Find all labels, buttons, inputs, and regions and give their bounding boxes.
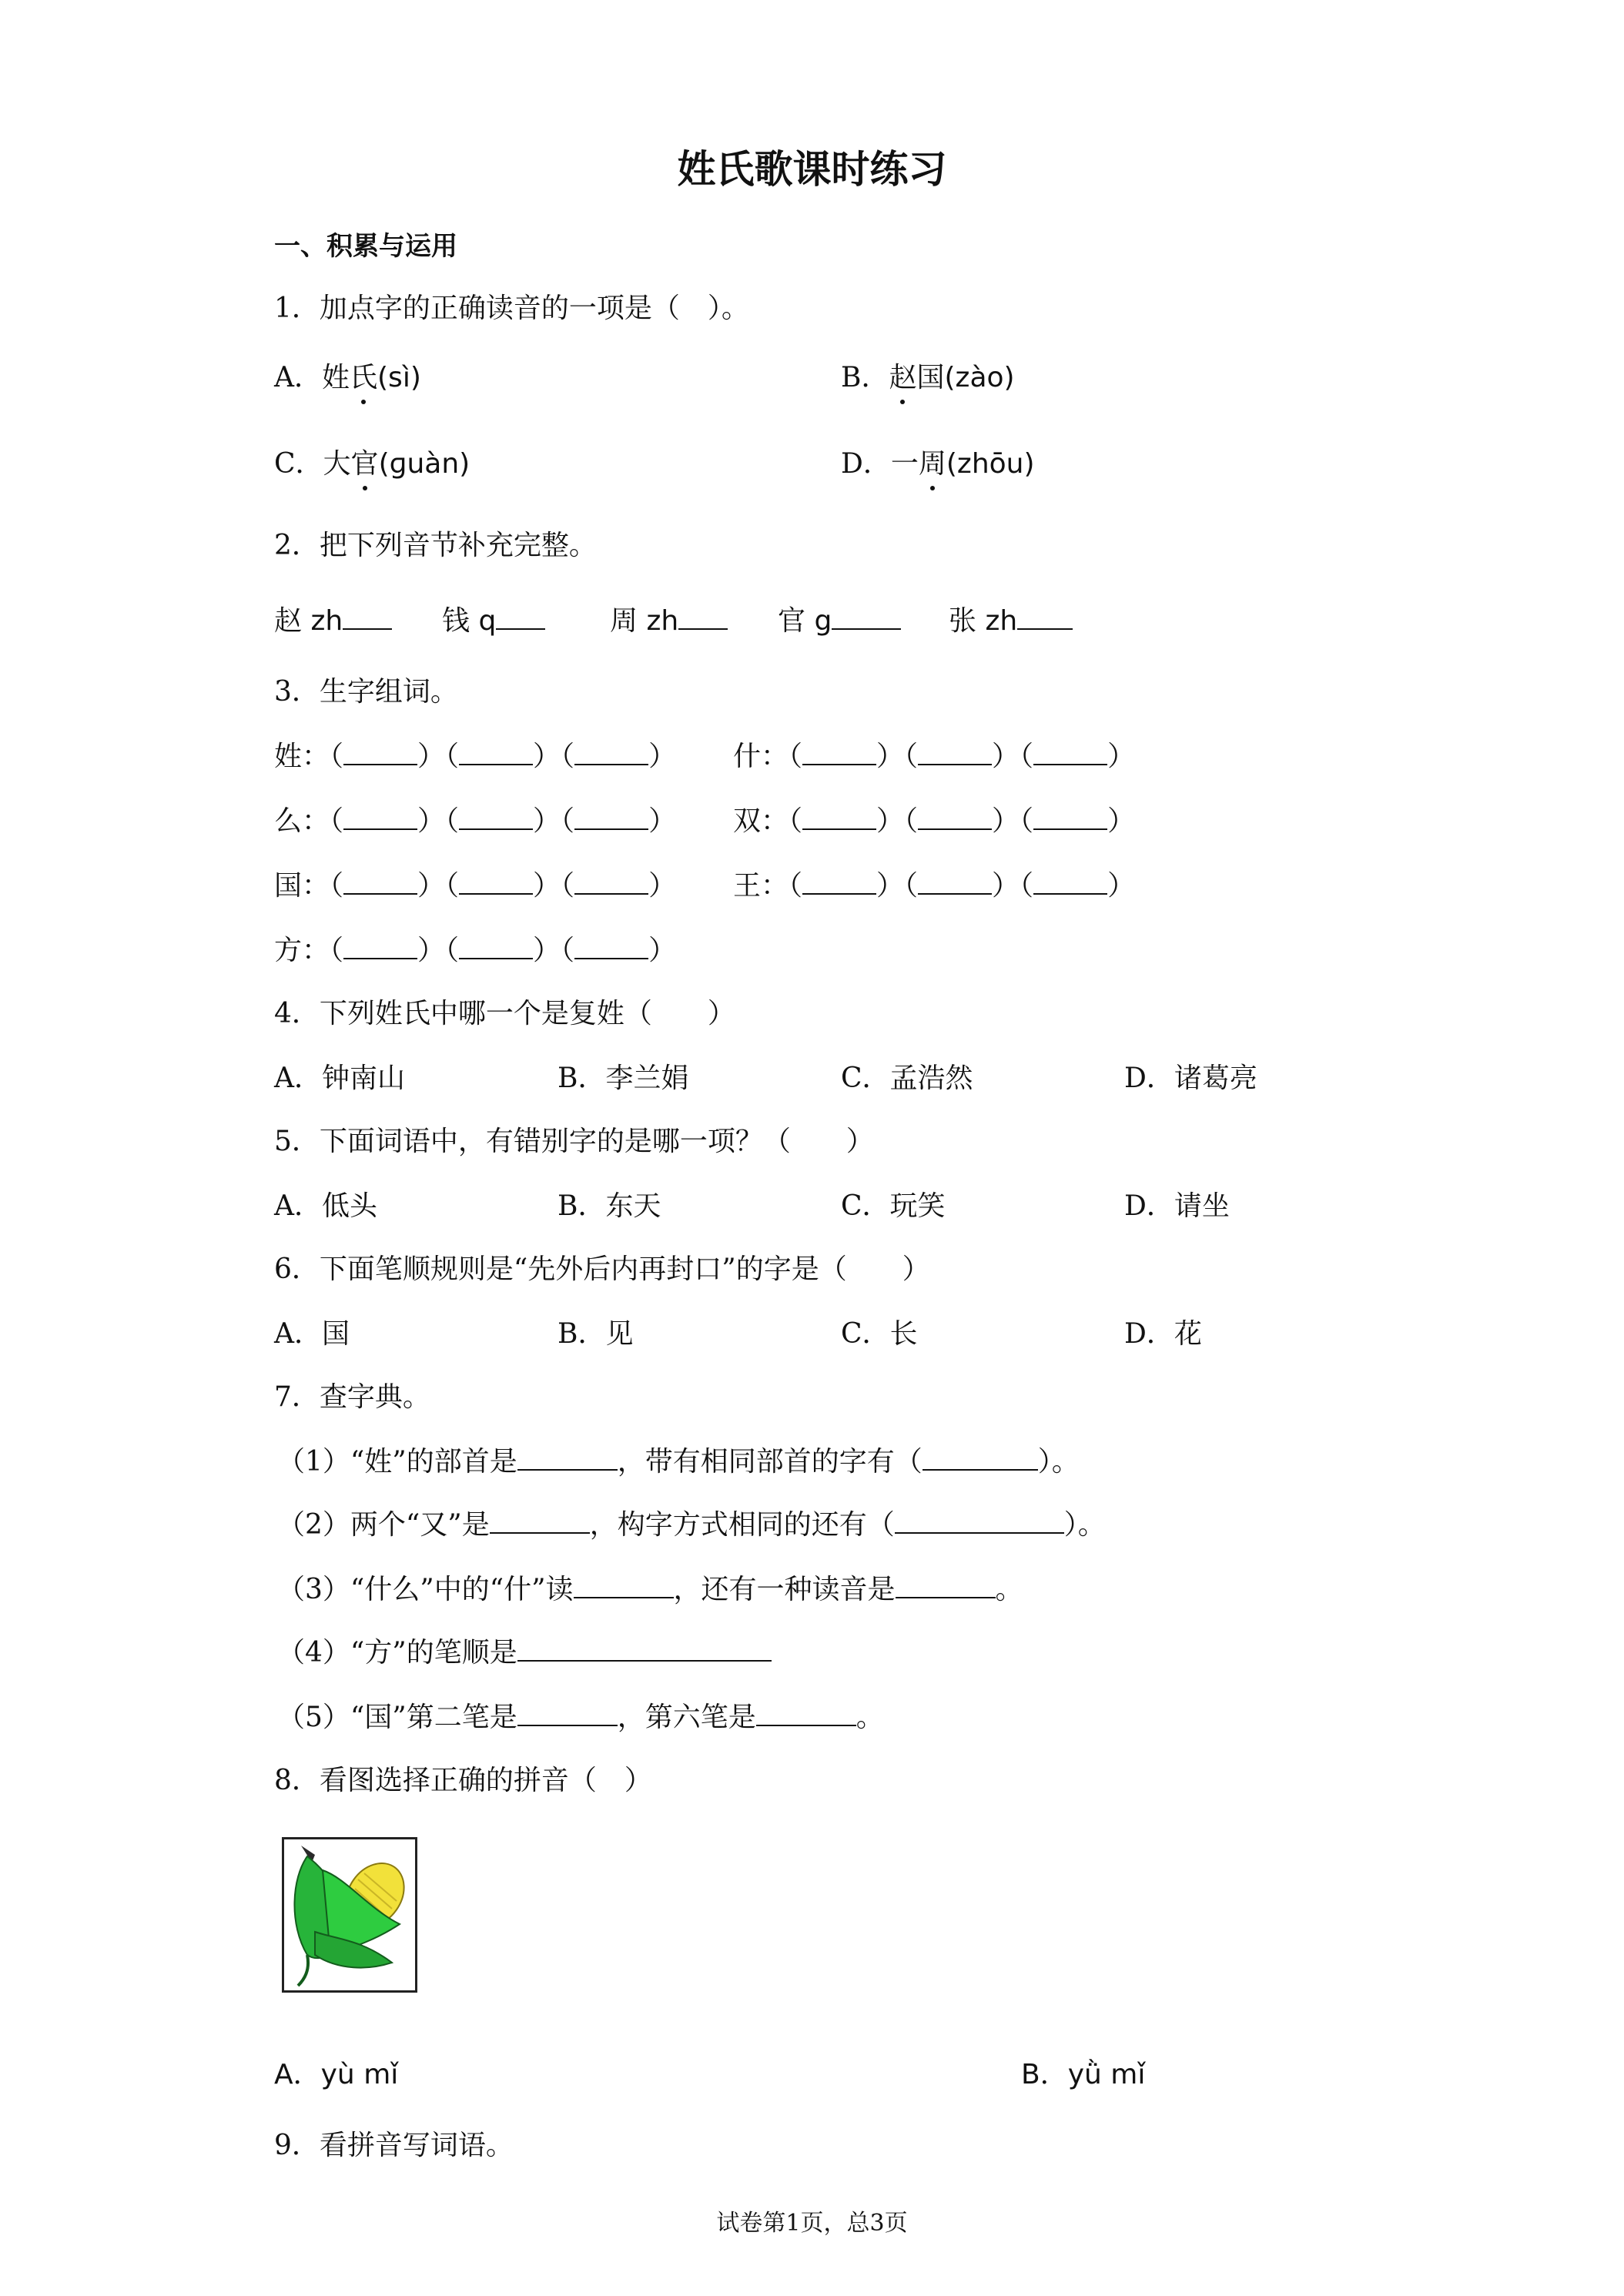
q5-option-c[interactable]: C．玩笑: [841, 1190, 946, 1222]
answer-blank[interactable]: [1017, 605, 1073, 630]
q1-option-c[interactable]: [274, 442, 470, 481]
answer-blank[interactable]: [574, 1574, 674, 1598]
syllable-item[interactable]: 周 zh: [610, 599, 728, 638]
q6-option-c[interactable]: C．长: [841, 1318, 918, 1350]
answer-blank[interactable]: [574, 870, 648, 895]
syllable-item[interactable]: 钱 q: [442, 599, 545, 638]
option-char: 国: [916, 362, 945, 393]
corn-image: [282, 1837, 417, 1993]
q4-option-b[interactable]: B．李兰娟: [558, 1063, 689, 1094]
q7-sub-5: （5）“国”第二笔是 ，第六笔是 。: [277, 1702, 884, 1733]
q7-sub-3: （3）“什么”中的“什”读 ，还有一种读音是 。: [277, 1574, 1023, 1605]
answer-blank[interactable]: [574, 805, 648, 830]
q7-sub-4: （4）“方”的笔顺是: [277, 1631, 772, 1670]
option-prefix: A．姓: [274, 362, 350, 393]
answer-blank[interactable]: [517, 1446, 618, 1471]
q5-option-a[interactable]: A．低头: [274, 1190, 377, 1222]
q5-option-b[interactable]: B．东天: [558, 1190, 661, 1222]
page-title: 姓氏歌课时练习: [677, 147, 947, 192]
pinyin: (ɡuàn): [378, 448, 470, 480]
answer-blank[interactable]: [832, 605, 901, 630]
q6-option-a[interactable]: A．国: [274, 1318, 350, 1350]
option-prefix: B．: [841, 362, 889, 393]
q7-sub-2: （2）两个“又”是 ，构字方式相同的还有（ ）。: [277, 1509, 1106, 1541]
question-6-stem: 6．下面笔顺规则是“先外后内再封口”的字是（ ）: [274, 1253, 930, 1285]
option-prefix: C．大: [274, 448, 351, 480]
q7-sub-1: （1）“姓”的部首是 ，带有相同部首的字有（ ）。: [277, 1446, 1080, 1478]
answer-blank[interactable]: [459, 741, 533, 765]
dotted-char: 氏: [350, 356, 377, 395]
answer-blank[interactable]: [459, 935, 533, 959]
answer-blank[interactable]: [517, 1702, 618, 1726]
q6-option-b[interactable]: B．见: [558, 1318, 634, 1350]
word-group-row[interactable]: 么：（ ）（ ）（ ）: [274, 805, 677, 837]
q4-option-a[interactable]: A．钟南山: [274, 1063, 405, 1094]
page-footer: 试卷第1页，总3页: [716, 2210, 908, 2237]
syllable-item[interactable]: 张 zh: [949, 599, 1073, 638]
answer-blank[interactable]: [496, 605, 545, 630]
answer-blank[interactable]: [343, 935, 417, 959]
syllable-item[interactable]: 赵 zh: [274, 599, 392, 638]
question-5-stem: 5．下面词语中，有错别字的是哪一项？（ ）: [274, 1126, 874, 1157]
answer-blank[interactable]: [343, 805, 417, 830]
section-heading: 一、积累与运用: [274, 231, 457, 262]
option-prefix: D．一: [841, 448, 919, 480]
dotted-char: 周: [919, 442, 946, 481]
q8-option-b[interactable]: B．yǜ mǐ: [1021, 2059, 1146, 2090]
answer-blank[interactable]: [756, 1702, 856, 1726]
answer-blank[interactable]: [802, 870, 876, 895]
word-group-row[interactable]: 方：（ ）（ ）（ ）: [274, 935, 677, 966]
q4-option-c[interactable]: C．孟浩然: [841, 1063, 973, 1094]
answer-blank[interactable]: [459, 870, 533, 895]
question-4-stem: 4．下列姓氏中哪一个是复姓（ ）: [274, 998, 735, 1029]
answer-blank[interactable]: [574, 741, 648, 765]
answer-blank[interactable]: [896, 1574, 996, 1598]
q1-option-a[interactable]: [274, 356, 421, 395]
answer-blank[interactable]: [802, 805, 876, 830]
question-3-stem: 3．生字组词。: [274, 676, 458, 708]
answer-blank[interactable]: [802, 741, 876, 765]
question-9-stem: 9．看拼音写词语。: [274, 2130, 514, 2161]
word-group-row[interactable]: 双：（ ）（ ）（ ）: [733, 805, 1136, 837]
answer-blank[interactable]: [343, 870, 417, 895]
answer-blank[interactable]: [574, 935, 648, 959]
answer-blank[interactable]: [918, 741, 992, 765]
corn-icon: [284, 1839, 415, 1990]
word-group-row[interactable]: 姓：（ ）（ ）（ ）: [274, 741, 677, 772]
answer-blank[interactable]: [459, 805, 533, 830]
answer-blank[interactable]: [678, 605, 728, 630]
word-group-row[interactable]: 国：（ ）（ ）（ ）: [274, 870, 677, 902]
question-7-stem: 7．查字典。: [274, 1381, 430, 1413]
answer-blank[interactable]: [343, 605, 392, 630]
q4-option-d[interactable]: D．诸葛亮: [1124, 1063, 1257, 1094]
question-8-stem: 8．看图选择正确的拼音（ ）: [274, 1765, 652, 1796]
question-2-stem: 2．把下列音节补充完整。: [274, 530, 597, 561]
dotted-char: 赵: [889, 356, 916, 395]
answer-blank[interactable]: [918, 805, 992, 830]
answer-blank[interactable]: [490, 1509, 590, 1534]
question-1-stem: 1．加点字的正确读音的一项是（ ）。: [274, 293, 749, 324]
pinyin: (sì): [377, 362, 421, 393]
answer-blank[interactable]: [517, 1637, 772, 1662]
answer-blank[interactable]: [922, 1446, 1038, 1471]
q6-option-d[interactable]: D．花: [1124, 1318, 1202, 1350]
pinyin: (zhōu): [946, 448, 1035, 480]
word-group-row[interactable]: 王：（ ）（ ）（ ）: [733, 870, 1136, 902]
answer-blank[interactable]: [343, 741, 417, 765]
dotted-char: 官: [351, 442, 379, 481]
word-group-row[interactable]: 什：（ ）（ ）（ ）: [733, 741, 1136, 772]
answer-blank[interactable]: [918, 870, 992, 895]
answer-blank[interactable]: [1033, 805, 1107, 830]
syllable-item[interactable]: 官 g: [778, 599, 901, 638]
q1-option-b[interactable]: [841, 356, 1015, 395]
q8-option-a[interactable]: A．yù mǐ: [274, 2059, 399, 2090]
q5-option-d[interactable]: D．请坐: [1124, 1190, 1230, 1222]
answer-blank[interactable]: [1033, 870, 1107, 895]
q1-option-d[interactable]: [841, 442, 1035, 481]
pinyin: (zào): [944, 362, 1015, 393]
answer-blank[interactable]: [1033, 741, 1107, 765]
answer-blank[interactable]: [895, 1509, 1064, 1534]
